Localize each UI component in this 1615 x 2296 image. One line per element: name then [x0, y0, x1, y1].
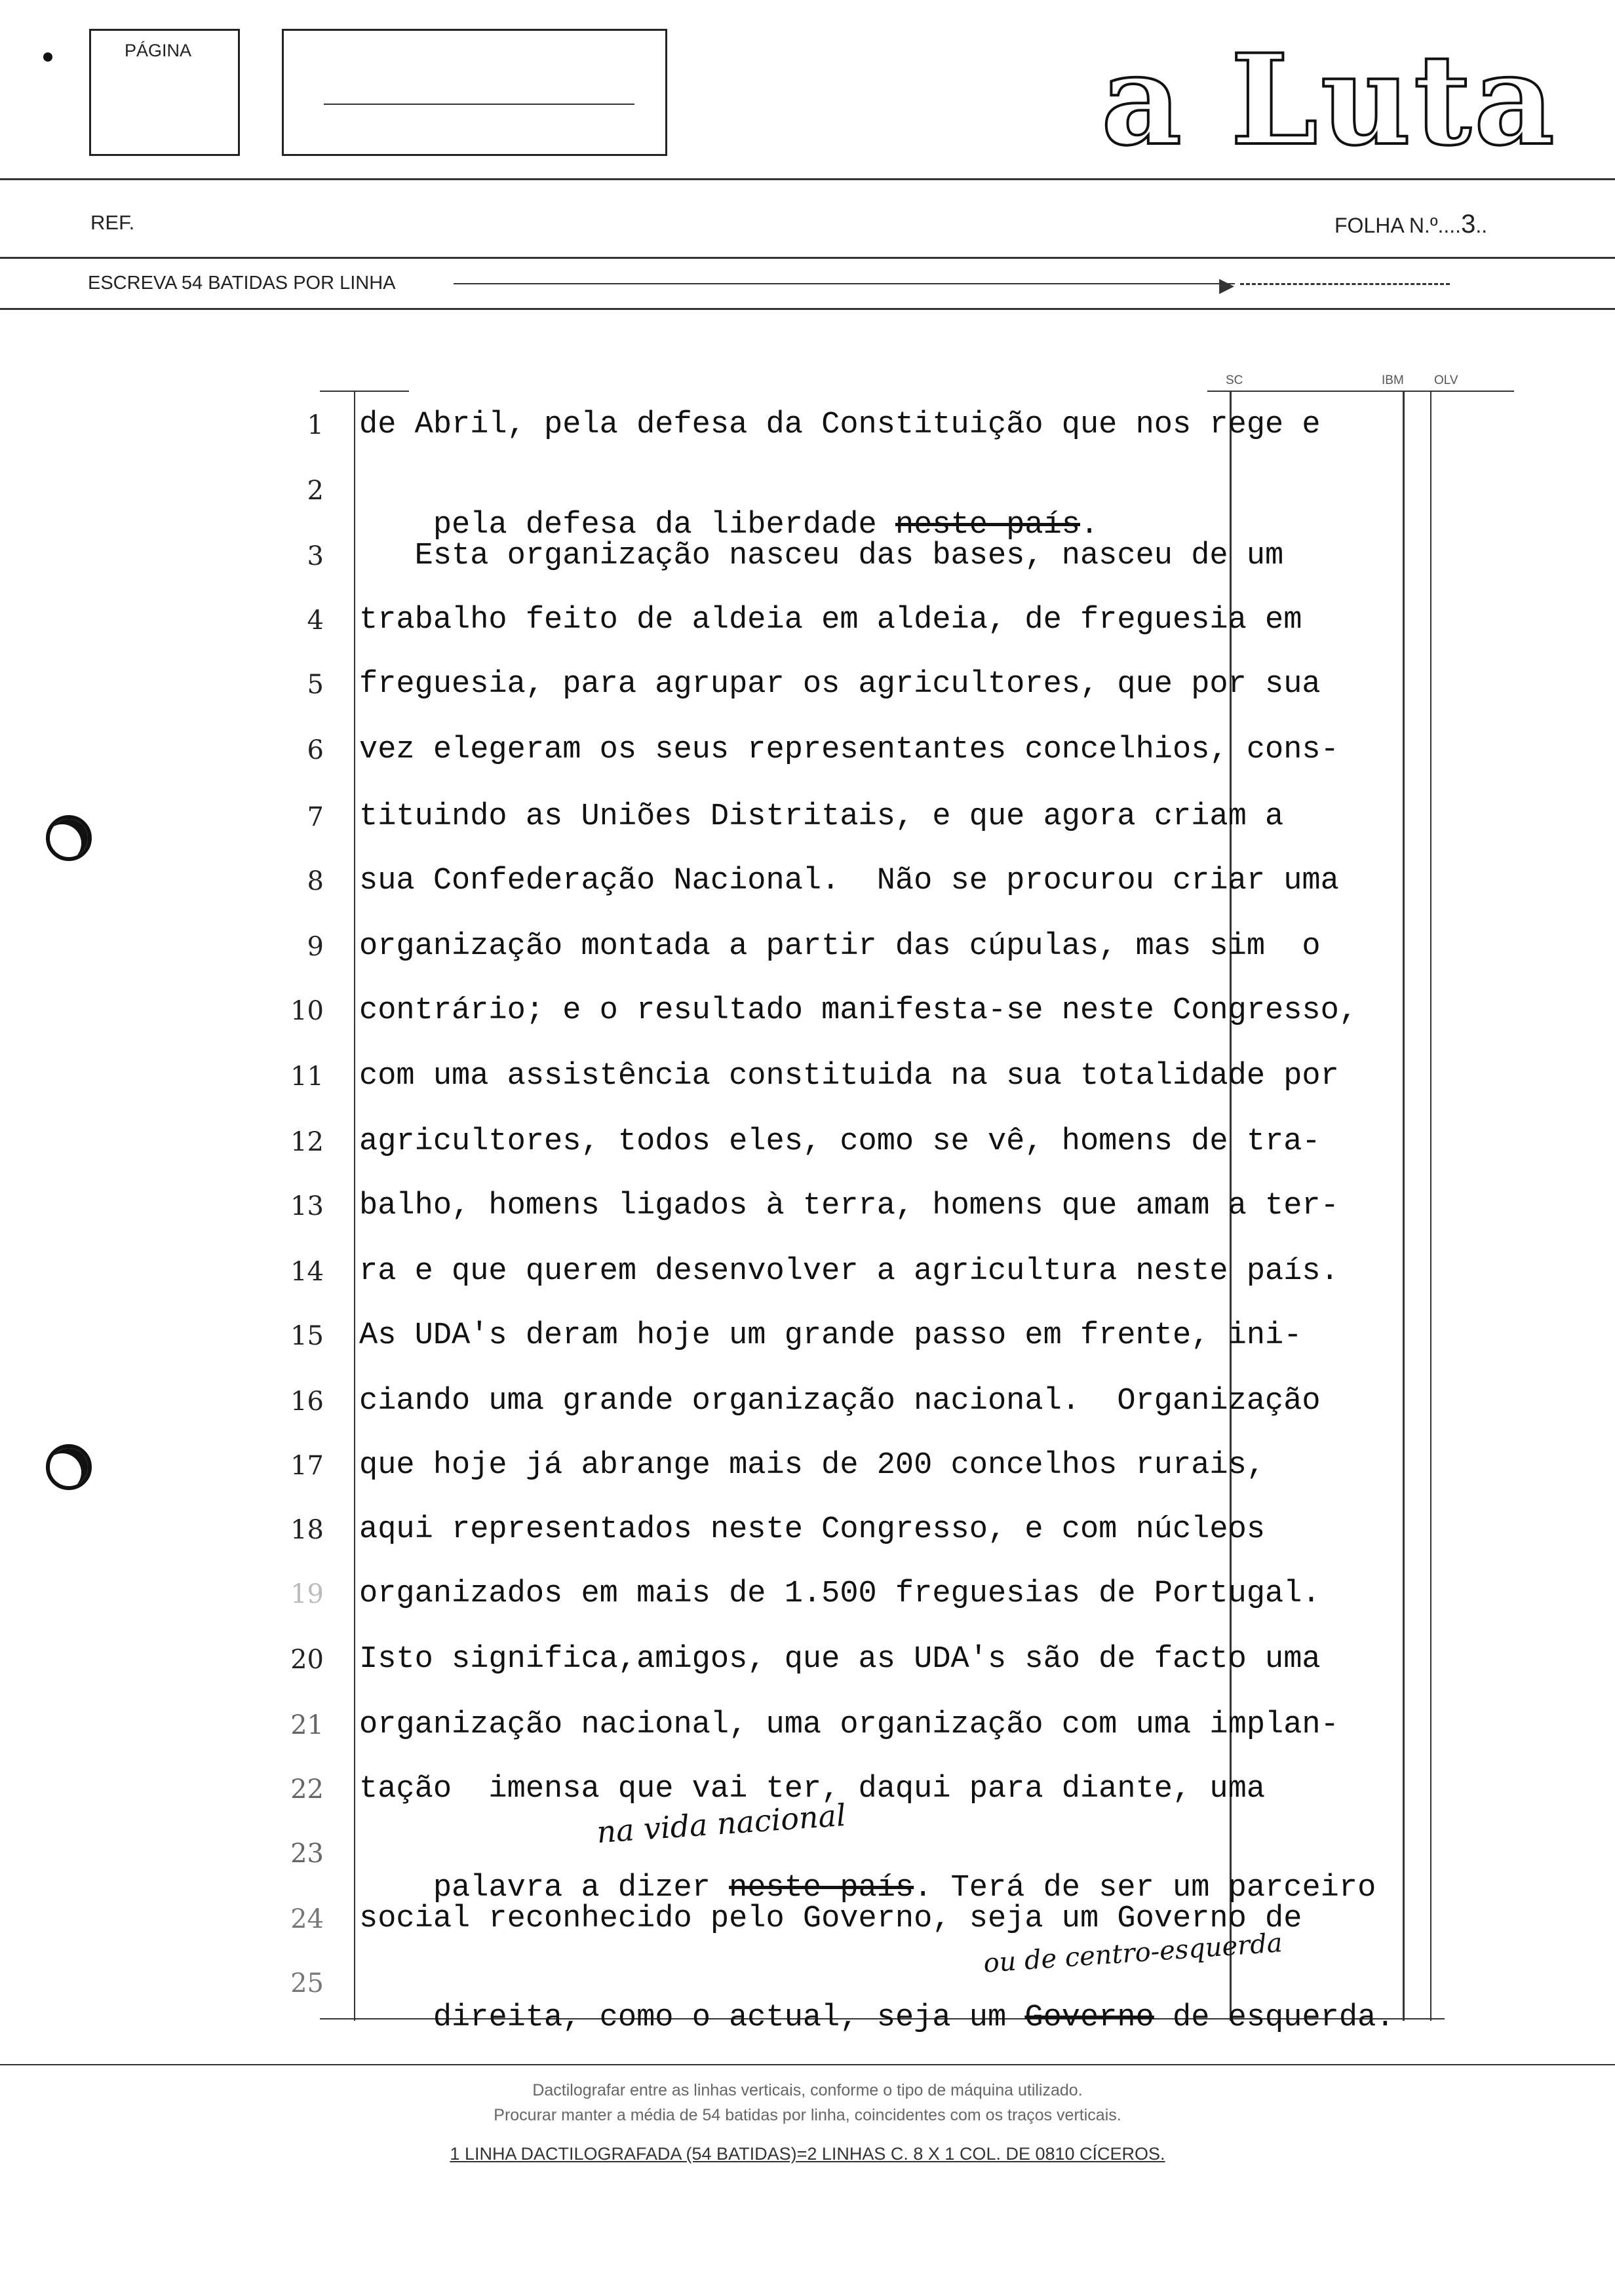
footer-line-1: Dactilografar entre as linhas verticais, conforme o tipo de máquina utilizado.: [532, 2081, 1083, 2099]
title-box-underline: [324, 104, 634, 105]
line-number: 10: [290, 996, 324, 1026]
text-line: com uma assistência constituida na sua totalidade por: [359, 1059, 1339, 1094]
title-box: [282, 29, 667, 156]
column-mark-sc: SC: [1226, 373, 1243, 387]
line-number: 9: [307, 932, 324, 962]
header-rule-1: [0, 178, 1615, 180]
folha-text: FOLHA N.º: [1334, 214, 1438, 237]
text-line: balho, homens ligados à terra, homens que amam a ter-: [359, 1189, 1339, 1223]
text-line: [359, 1966, 1394, 2070]
text-line: de Abril, pela defesa da Constituição que nos rege e: [359, 408, 1321, 442]
text-line: As UDA's deram hoje um grande passo em frente, ini-: [359, 1318, 1302, 1353]
column-mark-olv: OLV: [1434, 373, 1458, 387]
text-line: ciando uma grande organização nacional. Organização: [359, 1384, 1321, 1419]
line-number: 19: [290, 1579, 324, 1609]
text-line-main: pela defesa da liberdade: [433, 508, 895, 543]
ref-label: REF.: [90, 211, 135, 234]
pagina-label: PÁGINA: [125, 41, 192, 60]
line-number: 13: [290, 1191, 324, 1221]
text-line: trabalho feito de aldeia em aldeia, de freguesia em: [359, 603, 1302, 638]
line-number: 18: [290, 1515, 324, 1545]
text-line: vez elegeram os seus representantes concelhios, cons-: [359, 733, 1339, 767]
text-line: ra e que querem desenvolver a agricultura neste país.: [359, 1254, 1339, 1289]
header-rule-3: [0, 308, 1615, 310]
frame-ibm-column: [1403, 392, 1405, 2021]
bullet-mark: [43, 52, 52, 62]
text-line: freguesia, para agrupar os agricultores, que por sua: [359, 667, 1321, 702]
text-line: contrário; e o resultado manifesta-se neste Congresso,: [359, 993, 1358, 1028]
text-line-after: .: [1080, 508, 1099, 543]
text-line: organizados em mais de 1.500 freguesias de Portugal.: [359, 1577, 1321, 1611]
line-number: 8: [307, 866, 324, 896]
instruction-label: ESCREVA 54 BATIDAS POR LINHA: [88, 273, 396, 294]
footer-line-3: 1 LINHA DACTILOGRAFADA (54 BATIDAS)=2 LINHAS C. 8 X 1 COL. DE 0810 CÍCEROS.: [450, 2144, 1165, 2164]
line-number: 12: [290, 1127, 324, 1157]
text-line: que hoje já abrange mais de 200 concelhos rurais,: [359, 1448, 1266, 1483]
line-number: 14: [290, 1257, 324, 1287]
text-line: organização montada a partir das cúpulas, mas sim o: [359, 929, 1321, 964]
line-number: 15: [290, 1321, 324, 1351]
text-line-main: direita, como o actual, seja um: [433, 2000, 1025, 2035]
line-number: 25: [290, 1968, 324, 1999]
line-number: 2: [307, 476, 324, 506]
binder-hole-bottom: [46, 1444, 92, 1490]
column-mark-ibm: IBM: [1382, 373, 1404, 387]
struck-text: neste país: [729, 1871, 914, 1905]
frame-top-left: [320, 391, 409, 392]
line-number: 6: [307, 735, 324, 765]
frame-left-border: [354, 392, 355, 2021]
folha-number: 3: [1461, 210, 1476, 239]
line-number: 24: [290, 1904, 324, 1934]
line-number: 22: [290, 1774, 324, 1805]
struck-text: Governo: [1024, 2000, 1154, 2035]
header-rule-2: [0, 257, 1615, 259]
line-number: 5: [307, 670, 324, 700]
folha-label: FOLHA N.º....3..: [1334, 210, 1488, 239]
instruction-dashed-line: [1240, 283, 1450, 285]
line-number: 23: [290, 1839, 324, 1869]
text-line: organização nacional, uma organização com uma implan-: [359, 1708, 1339, 1742]
text-line-main: palavra a dizer: [433, 1871, 730, 1905]
handwritten-insert-line23: na vida nacional: [595, 1797, 847, 1850]
footer-line-2: Procurar manter a média de 54 batidas por linha, coincidentes com os traços verticais.: [494, 2106, 1121, 2124]
frame-top-right: [1207, 391, 1514, 392]
binder-hole-top: [46, 815, 92, 861]
line-number: 4: [307, 605, 324, 636]
text-line: agricultores, todos eles, como se vê, homens de tra-: [359, 1124, 1321, 1159]
line-number: 11: [290, 1062, 324, 1092]
instruction-arrow-line: [454, 283, 1235, 284]
handwritten-insert-line25: ou de centro-esquerda: [982, 1928, 1284, 1979]
text-line: tação imensa que vai ter, daqui para diante, uma: [359, 1772, 1266, 1807]
text-line: Esta organização nasceu das bases, nasceu de um: [359, 539, 1284, 573]
line-number: 1: [307, 410, 324, 440]
struck-text: neste país: [895, 508, 1080, 543]
text-line: sua Confederação Nacional. Não se procurou criar uma: [359, 864, 1339, 898]
text-line: social reconhecido pelo Governo, seja um Governo de: [359, 1902, 1302, 1936]
line-number: 3: [307, 541, 324, 571]
text-line: tituindo as Uniões Distritais, e que agora criam a: [359, 799, 1284, 834]
line-number: 7: [307, 802, 324, 832]
line-number: 17: [290, 1451, 324, 1481]
folha-dots: ....: [1437, 214, 1462, 237]
text-line: Isto significa,amigos, que as UDA's são de facto uma: [359, 1642, 1321, 1677]
line-number: 16: [290, 1387, 324, 1417]
line-number: 21: [290, 1710, 324, 1740]
frame-olv-column: [1430, 392, 1431, 2021]
text-line: aqui representados neste Congresso, e com núcleos: [359, 1512, 1266, 1547]
text-line-after: de esquerda.: [1154, 2000, 1395, 2035]
masthead-logo: a Luta: [1101, 27, 1557, 173]
instruction-arrow-head: ▶: [1219, 275, 1235, 296]
text-line-after: . Terá de ser um parceiro: [914, 1871, 1376, 1905]
footer-rule: [0, 2064, 1615, 2065]
line-number: 20: [290, 1645, 324, 1675]
